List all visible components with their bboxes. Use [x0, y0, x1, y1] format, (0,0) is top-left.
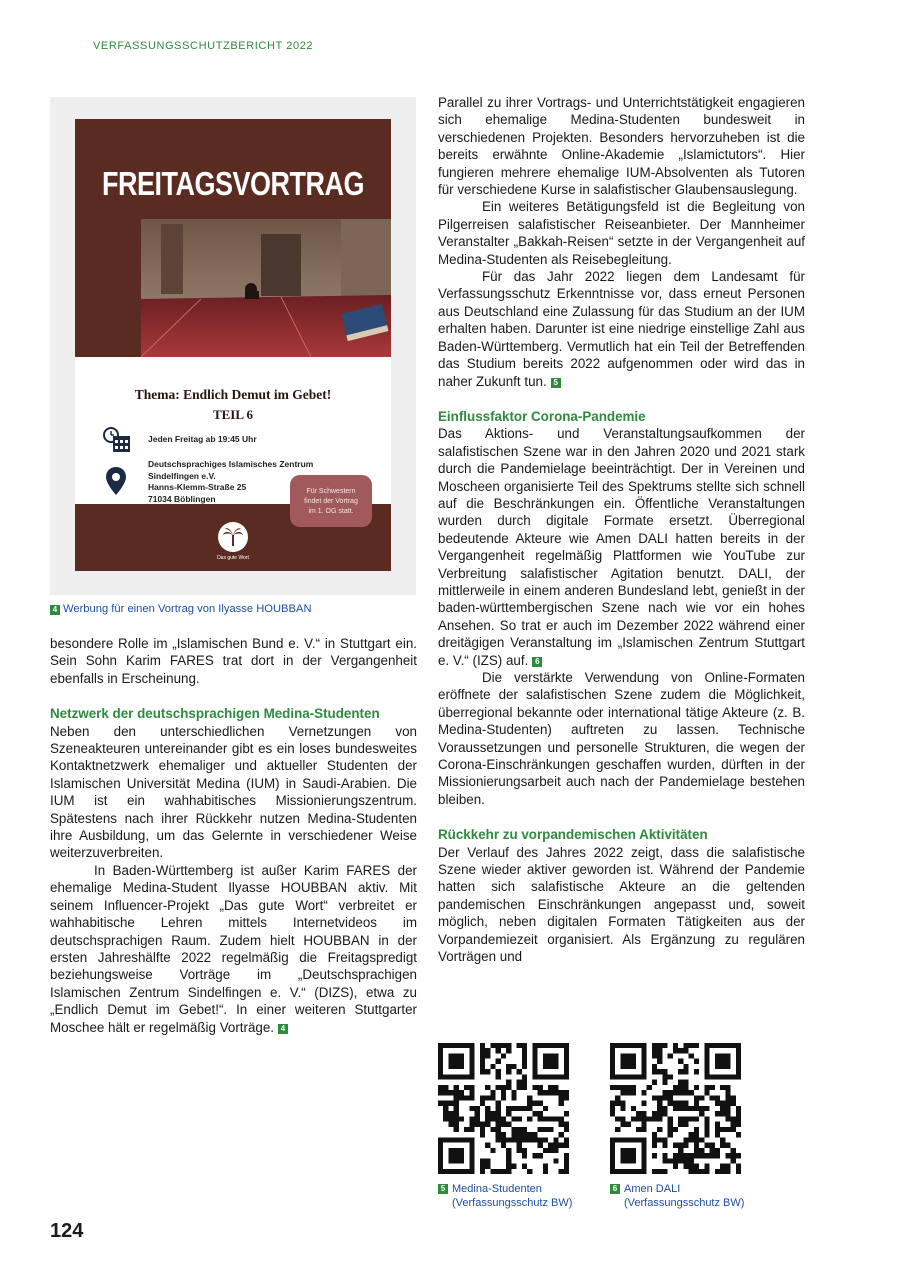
qr-caption — [610, 1182, 744, 1210]
reference-badge[interactable]: 5 — [551, 378, 561, 388]
paragraph-text: In Baden-Württemberg ist außer Karim FARES der ehemalige Medina-Student Ilyasse HOUBBAN aktiv. Mit seinem Influencer-Projekt „Das gute Wort“ verbreitet er wahhabitische Lehren mittels Internetvideos im deutschsprachigen Raum. Zudem hielt HOUBBAN in der ersten Jahreshälfte 2022 regelmäßig die Freitagspredigt beziehungsweise Vorträge im „Deutschsprachigen Islamischen Zentrum Sindelfingen e. V.“ (DIZS), etwa zu „Endlich Demut im Gebet!“. In einer weiteren Stuttgarter Moschee hält er regelmäßig Vorträge. — [50, 862, 417, 1035]
sisters-note-line: im 1. OG statt. — [308, 508, 354, 515]
paragraph-text: Das Aktions- und Veranstaltungsaufkommen der salafistischen Szene war in den Jahren 2020 und 2021 stark durch die Pandemielage beeinträchtigt. Der in Vereinen und Moscheen organisierte Teil des Spektrums stellte sich schnell auf die Beschränkungen ein. Öffentliche Veranstaltungen wurden durch digitale Formate ersetzt. Überregional bedeutende Akteure wie Amen DALI hatten bereits in der Vergangenheit regelmäßig Plattformen wie YouTube zur Verbreitung salafistischer Agitation benutzt. DALI, der mittlerweile in einem anderen Bundesland lebt, genießt in der baden-württembergischen Szene nach wie vor ein hohes Ansehen. So trat er auch im Dezember 2022 während einer dreitägigen Veranstaltung im „Islamischen Zentrum Stuttgart e. V.“ (IZS) auf. — [438, 426, 805, 668]
calendar-clock-icon — [103, 427, 131, 453]
qr-caption-title: Amen DALI — [624, 1183, 681, 1195]
paragraph: Parallel zu ihrer Vortrags- und Unterrichtstätigkeit engagieren sich ehemalige Medina-Studenten bundesweit in verschiedenen Projekten. Besonders hervorzuheben ist die bereits erwähnte Online-Akademie „Islamictutors“. Hier fungieren mehrere ehemalige IUM-Absolventen als Tutoren für verschiedene Kurse in salafistischer Glaubensauslegung. — [438, 95, 805, 198]
left-column — [50, 635, 417, 1036]
qr-caption — [438, 1182, 572, 1210]
page-number: 124 — [50, 1220, 84, 1242]
poster-theme: Thema: Endlich Demut im Gebet! — [134, 387, 332, 402]
sisters-note-line: Für Schwestern — [306, 488, 356, 495]
poster-address-line: Hanns-Klemm-Straße 25 — [148, 482, 247, 492]
paragraph: Neben den unterschiedlichen Vernetzungen von Szeneakteuren untereinander gibt es ein loses bundesweites Kontaktnetzwerk ehemaliger und aktueller Studenten der Islamischen Universität Medina (IUM) in Saudi-Arabien. Die IUM ist ein wahhabitisches Missionierungszentrum. Spätestens nach ihrer Rückkehr nutzen Medina-Studenten ihre Ausbildung, um das Gelernte in verschiedener Weise weiterzuverbreiten. — [50, 723, 417, 861]
event-poster — [75, 119, 391, 571]
figure-number-badge: 4 — [50, 605, 60, 615]
poster-schedule: Jeden Freitag ab 19:45 Uhr — [148, 434, 257, 444]
section-heading: Einflussfaktor Corona-Pandemie — [438, 408, 646, 424]
right-column — [438, 94, 805, 966]
figure-caption-text: Werbung für einen Vortrag von Ilyasse HOUBBAN — [63, 603, 312, 615]
figure-caption — [50, 603, 312, 615]
section-heading: Rückkehr zu vorpandemischen Aktivitäten — [438, 827, 708, 843]
poster-logo-text: Das gute Wort — [217, 555, 249, 561]
paragraph: Der Verlauf des Jahres 2022 zeigt, dass die salafistische Szene wieder aktiver geworden ist. Während der Pandemie hatten sich salafistische Akteure an die geltenden pandemischen Einschränkungen angepasst und, soweit möglich, neben digitalen Formaten Tätigkeiten aus der Vorpandemiezeit organisiert. Als Ergänzung zu regulären Vorträgen und — [438, 844, 805, 965]
qr-caption-source: (Verfassungsschutz BW) — [624, 1197, 745, 1209]
paragraph — [50, 862, 417, 1036]
reference-badge[interactable]: 4 — [278, 1024, 288, 1034]
qr-number-badge: 6 — [610, 1184, 620, 1194]
paragraph — [438, 425, 805, 669]
sisters-note-line: findet der Vortrag — [304, 498, 358, 505]
location-pin-icon — [106, 467, 126, 495]
poster-address-line: Sindelfingen e.V. — [148, 470, 216, 481]
poster-address-line: Deutschsprachiges Islamisches Zentrum — [148, 459, 314, 469]
poster-address — [148, 459, 313, 505]
poster-title: FREITAGSVORTRAG — [102, 165, 364, 203]
poster-part: TEIL 6 — [212, 407, 254, 422]
qr-number-badge: 5 — [438, 1184, 448, 1194]
paragraph: Die verstärkte Verwendung von Online-Formaten eröffnete der salafistischen Szene zudem die Möglichkeit, überregional bekannte oder international tätige Akteure (z. B. Medina-Studenten) auftreten zu lassen. Technische Voraussetzungen und personelle Strukturen, die wegen der Corona-Einschränkungen geschaffen wurden, dürften in der Missionierungsarbeit auch nach der Pandemielage bestehen bleiben. — [438, 670, 805, 807]
paragraph: Ein weiteres Betätigungsfeld ist die Begleitung von Pilgerreisen salafistischer Reiseanbieter. Der Mannheimer Veranstalter „Bakkah-Reisen“ setzte in der Vergangenheit auf Medina-Studenten als Reisebegleitung. — [438, 199, 805, 267]
section-heading: Netzwerk der deutschsprachigen Medina-Studenten — [50, 706, 380, 722]
poster-address-line: 71034 Böblingen — [148, 493, 216, 504]
palm-tree-logo — [218, 522, 248, 552]
paragraph: besondere Rolle im „Islamischen Bund e. V.“ in Stuttgart ein. Sein Sohn Karim FARES trat dort in der Vergangenheit ebenfalls in Erscheinung. — [50, 636, 417, 686]
qr-code[interactable] — [610, 1043, 741, 1174]
reference-badge[interactable]: 6 — [532, 657, 542, 667]
poster-sisters-note — [290, 475, 372, 527]
paragraph-text: Für das Jahr 2022 liegen dem Landesamt für Verfassungsschutz Erkenntnisse vor, dass erneut Personen aus Deutschland eine Zulassung für das Studium an der IUM erhalten haben. Darunter ist eine niedrige einstellige Zahl aus Baden-Württemberg. Vermutlich hat ein Teil der Betreffenden das Studium bereits 2022 aufgenommen oder wird das in naher Zukunft tun. — [438, 269, 805, 389]
qr-caption-source: (Verfassungsschutz BW) — [452, 1197, 573, 1209]
running-header: VERFASSUNGSSCHUTZBERICHT 2022 — [93, 40, 314, 52]
mosque-interior-photo — [141, 219, 391, 357]
qr-code[interactable] — [438, 1043, 569, 1174]
paragraph — [438, 268, 805, 390]
qr-caption-title: Medina-Studenten — [452, 1183, 542, 1195]
palm-tree-icon — [218, 522, 248, 552]
